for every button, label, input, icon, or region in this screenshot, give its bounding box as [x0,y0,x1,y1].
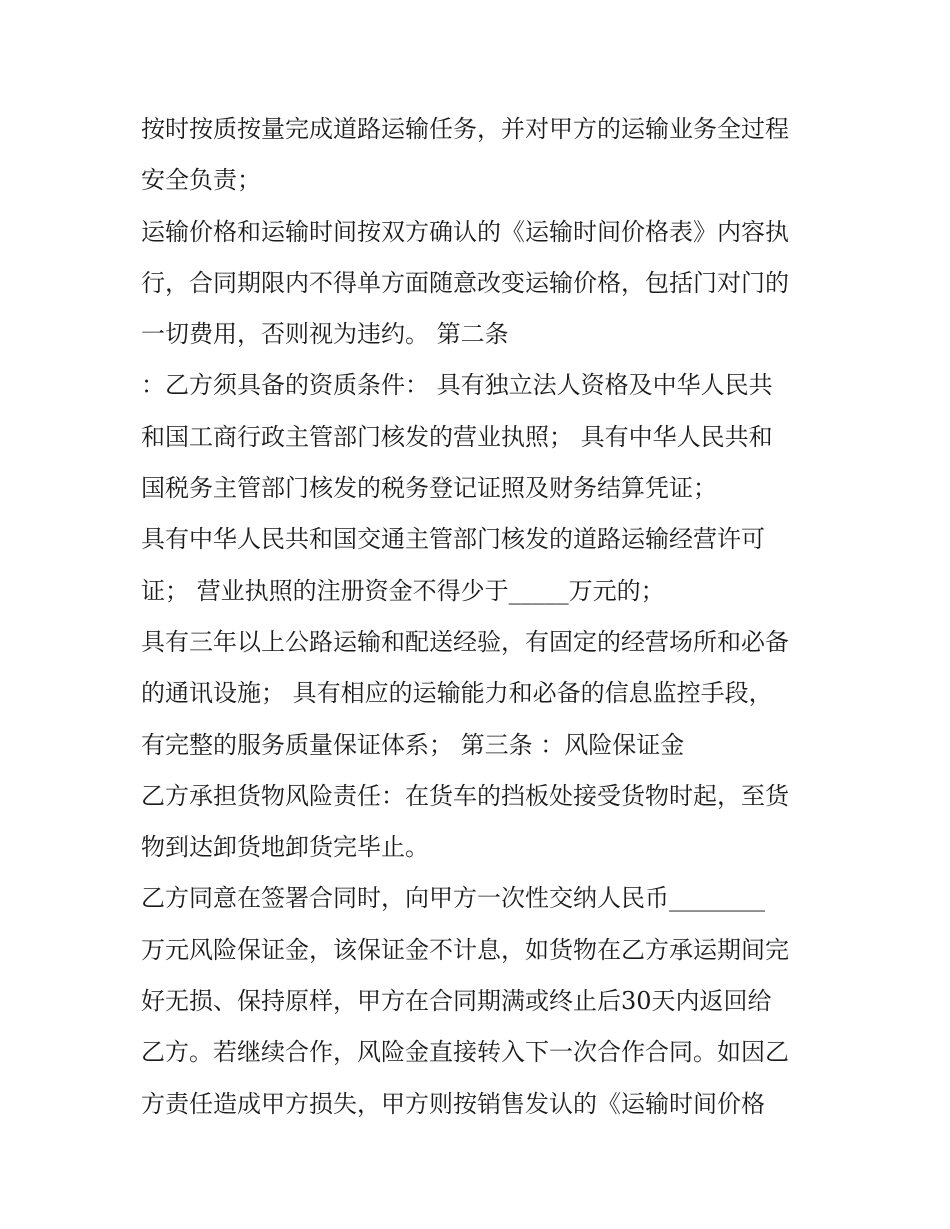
text-line: 乙方。若继续合作，风险金直接转入下一次合作合同。如因乙 [141,1038,789,1067]
text-line: 乙方同意在签署合同时，向甲方一次性交纳人民币________ [141,884,765,913]
text-line: 好无损、保持原样，甲方在合同期满或终止后30天内返回给 [141,987,772,1016]
text-line: 万元风险保证金，该保证金不计息，如货物在乙方承运期间完 [141,935,789,964]
text-line: 国税务主管部门核发的税务登记证照及财务结算凭证； [141,474,717,503]
text-line: 行，合同期限内不得单方面随意改变运输价格，包括门对门的 [141,268,789,297]
text-line: 运输价格和运输时间按双方确认的《运输时间价格表》内容执 [141,217,789,246]
text-line: 按时按质按量完成道路运输任务，并对甲方的运输业务全过程 [141,115,789,143]
text-line: 物到达卸货地卸货完毕止。 [141,833,429,862]
text-line: 一切费用，否则视为违约。 第二条 [141,320,509,349]
text-line: 的通讯设施； 具有相应的运输能力和必备的信息监控手段， [141,679,773,708]
text-line: 证； 营业执照的注册资金不得少于_____万元的； [141,576,665,605]
text-line: 安全负责； [141,166,261,195]
text-line: 具有中华人民共和国交通主管部门核发的道路运输经营许可 [141,525,765,554]
text-line: 乙方承担货物风险责任：在货车的挡板处接受货物时起，至货 [141,781,789,810]
text-line: ：乙方须具备的资质条件： 具有独立法人资格及中华人民共 [141,371,773,400]
text-line: 方责任造成甲方损失，甲方则按销售发认的《运输时间价格 [141,1089,765,1118]
contract-body-text [141,104,831,1130]
text-line: 有完整的服务质量保证体系； 第三条 ：风险保证金 [141,730,685,759]
text-line: 具有三年以上公路运输和配送经验，有固定的经营场所和必备 [141,627,789,656]
text-line: 和国工商行政主管部门核发的营业执照； 具有中华人民共和 [141,422,773,451]
